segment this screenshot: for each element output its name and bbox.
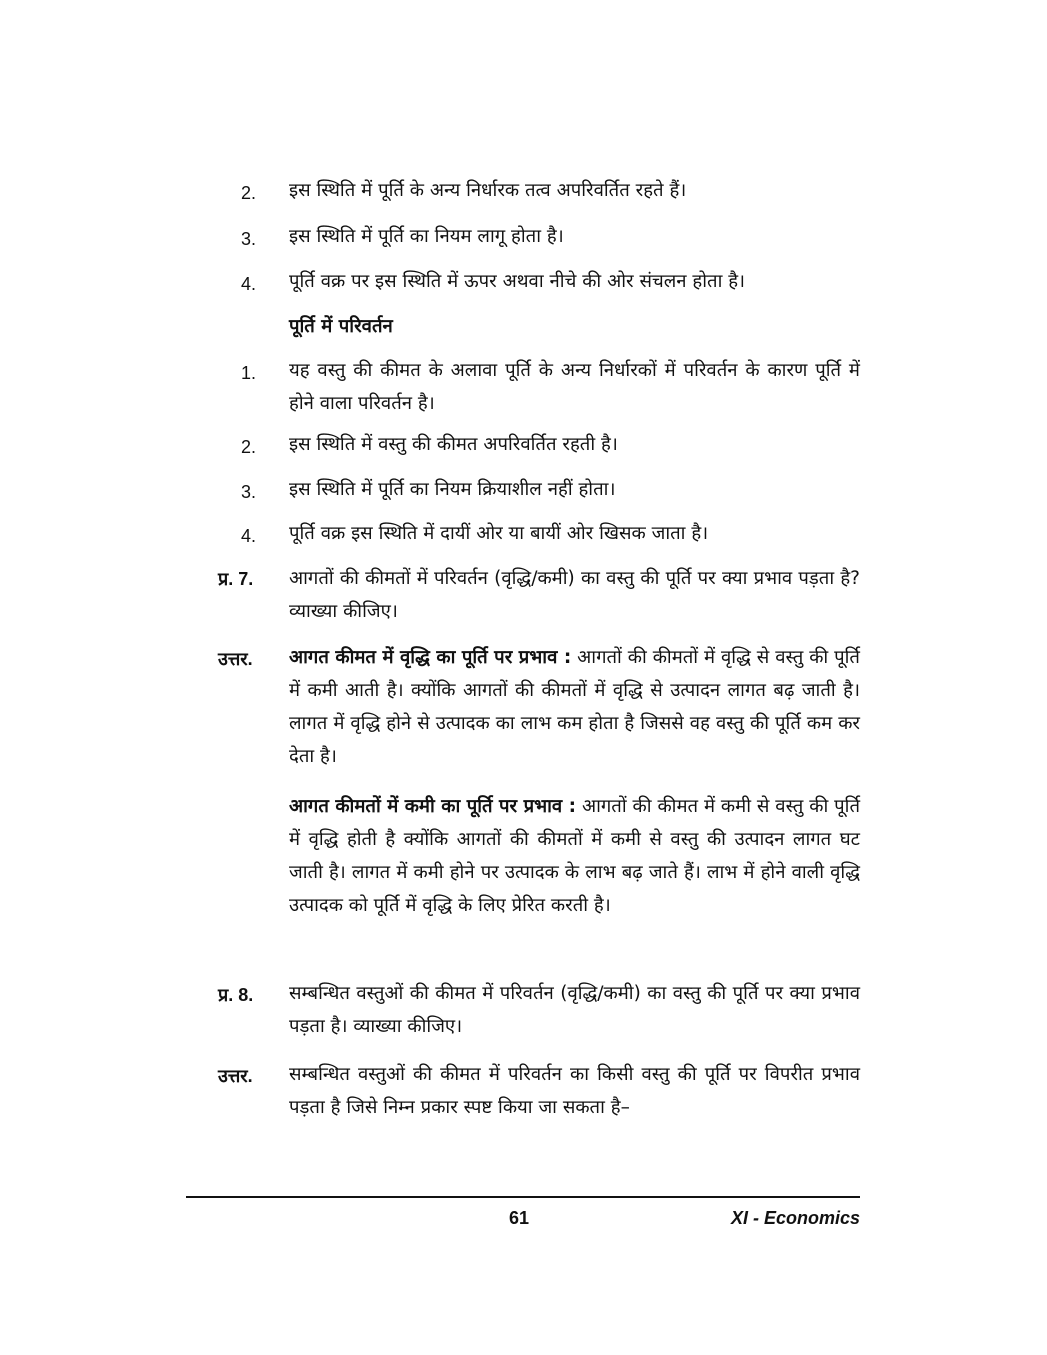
list-item-text: इस स्थिति में पूर्ति का नियम लागू होता है। [289,226,564,247]
answer-paragraph [289,641,860,773]
answer-subheading: आगत कीमतों में कमी का पूर्ति पर प्रभाव : [289,796,577,817]
list-item-text: पूर्ति वक्र इस स्थिति में दायीं ओर या बायीं ओर खिसक जाता है। [289,523,709,544]
question-label: प्र. 7. [218,569,254,589]
answer-label: उत्तर. [218,649,253,669]
list-item-text: पूर्ति वक्र पर इस स्थिति में ऊपर अथवा नीचे की ओर संचलन होता है। [289,271,746,292]
list-number: 3. [241,482,257,502]
list-number: 2. [241,437,257,457]
question-text: सम्बन्धित वस्तुओं की कीमत में परिवर्तन (वृद्धि/कमी) का वस्तु की पूर्ति पर क्या प्रभाव पड़ता है। व्याख्या कीजिए। [289,983,860,1037]
section-heading: पूर्ति में परिवर्तन [289,316,393,337]
question-label: प्र. 8. [218,985,254,1005]
page-number: 61 [509,1208,530,1228]
list-item-text: इस स्थिति में वस्तु की कीमत अपरिवर्तित रहती है। [289,434,618,455]
list-number: 4. [241,274,257,294]
list-number: 1. [241,363,257,383]
footer-book-title: XI - Economics [730,1208,860,1228]
answer-paragraph [289,790,860,922]
footer-rule [186,1196,860,1198]
answer-body: सम्बन्धित वस्तुओं की कीमत में परिवर्तन का किसी वस्तु की पूर्ति पर विपरीत प्रभाव पड़ता है जिसे निम्न प्रकार स्पष्ट किया जा सकता है– [289,1064,860,1118]
answer-subheading: आगत कीमत में वृद्धि का पूर्ति पर प्रभाव : [289,647,572,668]
question-text: आगतों की कीमतों में परिवर्तन (वृद्धि/कमी) का वस्तु की पूर्ति पर क्या प्रभाव पड़ता है? व्याख्या कीजिए। [289,568,860,622]
list-number: 4. [241,526,257,546]
list-number: 3. [241,229,257,249]
answer-body: आगतों की कीमतों में वृद्धि से वस्तु की पूर्ति में कमी आती है। क्योंकि आगतों की कीमतों में वृद्धि से उत्पादन लागत बढ़ जाती है। लागत में वृद्धि होने से उत्पादक का लाभ कम होता है जिससे वह वस्तु की पूर्ति कम कर देता है। [289,647,860,767]
list-item-text: इस स्थिति में पूर्ति का नियम क्रियाशील नहीं होता। [289,479,616,500]
list-item-text: इस स्थिति में पूर्ति के अन्य निर्धारक तत्व अपरिवर्तित रहते हैं। [289,180,687,201]
answer-body: आगतों की कीमत में कमी से वस्तु की पूर्ति में वृद्धि होती है क्योंकि आगतों की कीमतों में कमी से वस्तु की उत्पादन लागत घट जाती है। लागत में कमी होने पर उत्पादक के लाभ बढ़ जाते हैं। लाभ में होने वाली वृद्धि उत्पादक को पूर्ति में वृद्धि के लिए प्रेरित करती है। [289,796,860,916]
list-item-text: यह वस्तु की कीमत के अलावा पूर्ति के अन्य निर्धारकों में परिवर्तन के कारण पूर्ति में होने वाला परिवर्तन है। [289,360,860,414]
answer-label: उत्तर. [218,1066,253,1086]
list-number: 2. [241,183,257,203]
